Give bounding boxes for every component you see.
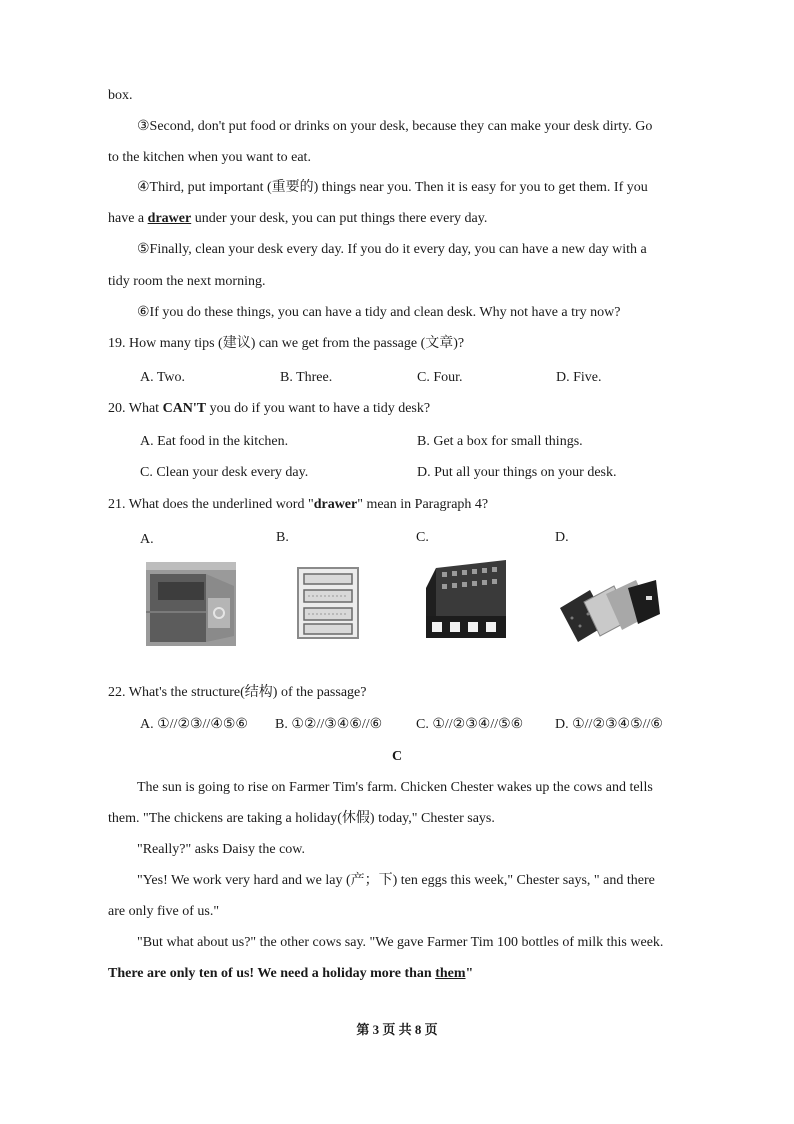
q20-option-a: A. Eat food in the kitchen. <box>140 434 289 449</box>
section-c-line-2: them. "The chickens are taking a holiday(休假) today," Chester says. <box>108 811 495 826</box>
section-c-line-1: The sun is going to rise on Farmer Tim's farm. Chicken Chester wakes up the cows and tells <box>137 780 653 795</box>
q22-option-b: B. ①②//③④⑥//⑥ <box>275 717 383 732</box>
question-19-stem: 19. How many tips (建议) can we get from the passage (文章)? <box>108 336 465 351</box>
question-21-stem <box>108 496 488 514</box>
q22-option-d: D. ①//②③④⑤//⑥ <box>555 717 663 732</box>
q20-option-d: D. Put all your things on your desk. <box>417 465 617 480</box>
paragraph-4-line-2 <box>108 210 487 228</box>
question-22-stem: 22. What's the structure(结构) of the passage? <box>108 685 367 700</box>
section-c-line-3: "Really?" asks Daisy the cow. <box>137 842 305 857</box>
q19-option-b: B. Three. <box>280 370 333 385</box>
q21-stem-pre: 21. What does the underlined word " <box>108 497 314 512</box>
question-20-stem <box>108 400 430 418</box>
paragraph-5-line-2: tidy room the next morning. <box>108 274 266 289</box>
section-c-line-7-post: " <box>465 966 474 981</box>
paragraph-5-line-1: ⑤Finally, clean your desk every day. If you do it every day, you can have a new day with a <box>137 242 647 257</box>
section-c-heading: C <box>391 749 403 764</box>
underlined-word-them: them <box>435 966 466 981</box>
underlined-word-drawer: drawer <box>147 211 192 226</box>
paragraph-2-tail: box. <box>108 88 133 103</box>
section-c-line-4: "Yes! We work very hard and we lay (产；下) ten eggs this week," Chester says, " and there <box>137 873 655 888</box>
q22-option-c: C. ①//②③④//⑤⑥ <box>416 717 524 732</box>
drawer-photo-icon <box>144 560 238 648</box>
paragraph-4-post: under your desk, you can put things there every day. <box>191 211 488 226</box>
section-c-line-6: "But what about us?" the other cows say. "We gave Farmer Tim 100 bottles of milk this week. <box>137 935 664 950</box>
q20-stem-post: you do if you want to have a tidy desk? <box>206 401 431 416</box>
paragraph-3-line-1: ③Second, don't put food or drinks on your desk, because they can make your desk dirty. Go <box>137 119 653 134</box>
q21-stem-bold: drawer <box>313 497 358 512</box>
q19-option-a: A. Two. <box>140 370 186 385</box>
shelf-rack-photo-icon <box>296 566 360 640</box>
section-c-line-7 <box>108 965 473 983</box>
section-c-line-5: are only five of us." <box>108 904 220 919</box>
q21-stem-post: " mean in Paragraph 4? <box>357 497 489 512</box>
q21-option-b-label: B. <box>276 530 289 545</box>
q19-option-d: D. Five. <box>556 370 602 385</box>
q19-option-c: C. Four. <box>417 370 463 385</box>
q21-option-a-label: A. <box>140 532 154 547</box>
paragraph-4-pre: have a <box>108 211 148 226</box>
page-number-footer: 第 3 页 共 8 页 <box>356 1022 438 1037</box>
q20-option-c: C. Clean your desk every day. <box>140 465 309 480</box>
q22-option-a: A. ①//②③//④⑤⑥ <box>140 717 248 732</box>
notebooks-photo-icon <box>558 578 662 644</box>
file-organizer-photo-icon <box>422 558 512 642</box>
section-c-line-7-pre: There are only ten of us! We need a holiday more than <box>108 966 436 981</box>
q21-option-d-label: D. <box>555 530 569 545</box>
paragraph-4-line-1: ④Third, put important (重要的) things near you. Then it is easy for you to get them. If you <box>137 180 648 195</box>
q20-stem-bold: CAN'T <box>162 401 207 416</box>
paragraph-3-line-2: to the kitchen when you want to eat. <box>108 150 311 165</box>
q21-option-c-label: C. <box>416 530 429 545</box>
q20-option-b: B. Get a box for small things. <box>417 434 583 449</box>
paragraph-6-line-1: ⑥If you do these things, you can have a tidy and clean desk. Why not have a try now? <box>137 305 621 320</box>
q20-stem-pre: 20. What <box>108 401 163 416</box>
